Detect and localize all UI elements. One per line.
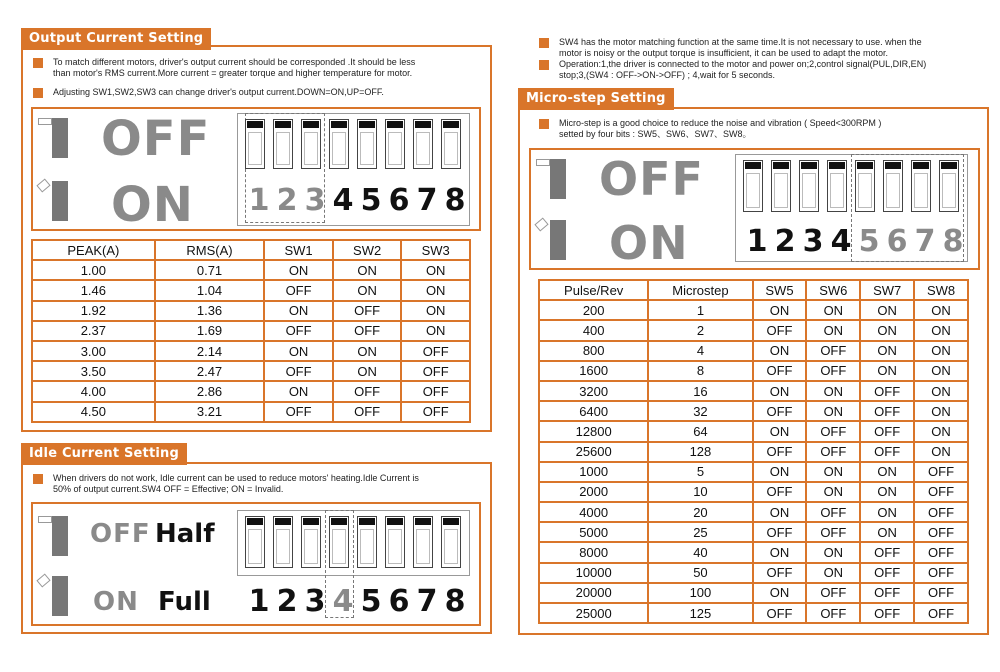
table-cell: ON xyxy=(914,341,968,361)
table-row xyxy=(32,280,470,300)
switch-off-icon xyxy=(536,155,576,203)
table-cell: OFF xyxy=(860,583,914,603)
table-row xyxy=(539,361,968,381)
table-row xyxy=(539,522,968,542)
table-cell: OFF xyxy=(753,320,807,340)
dip-number-5: 5 xyxy=(360,584,382,619)
column-header: SW2 xyxy=(333,240,402,260)
table-row xyxy=(539,421,968,441)
table-cell: 25000 xyxy=(539,603,648,623)
column-header: Pulse/Rev xyxy=(539,280,648,300)
table-cell: 5 xyxy=(648,462,752,482)
idle-dip-diagram xyxy=(31,502,481,626)
table-cell: OFF xyxy=(860,442,914,462)
table-cell: 200 xyxy=(539,300,648,320)
dip-number-7: 7 xyxy=(416,183,438,218)
micro-dip-diagram xyxy=(529,148,980,270)
table-row xyxy=(32,402,470,422)
table-row xyxy=(32,260,470,280)
dip-number-5: 5 xyxy=(360,183,382,218)
dip-number-5: 5 xyxy=(858,224,880,259)
table-cell: ON xyxy=(860,502,914,522)
off-label: OFF xyxy=(599,152,704,206)
column-header: SW1 xyxy=(264,240,333,260)
table-cell: 50 xyxy=(648,563,752,583)
dip-switch-2 xyxy=(273,119,293,169)
dip-number-8: 8 xyxy=(942,224,964,259)
switch-off-icon xyxy=(38,114,78,162)
dip-switch-3 xyxy=(799,160,819,212)
table-header-row xyxy=(32,240,470,260)
table-row xyxy=(539,542,968,562)
table-cell: 3.50 xyxy=(32,361,155,381)
dip-number-4: 4 xyxy=(332,584,354,619)
table-cell: OFF xyxy=(806,421,860,441)
table-cell: 1.00 xyxy=(32,260,155,280)
table-cell: 8 xyxy=(648,361,752,381)
on-label: ON xyxy=(609,216,689,270)
dip-number-6: 6 xyxy=(886,224,908,259)
output-dip-diagram xyxy=(31,107,481,231)
dip-switch-6 xyxy=(385,119,405,169)
table-cell: ON xyxy=(914,442,968,462)
table-cell: OFF xyxy=(914,462,968,482)
column-header: SW6 xyxy=(806,280,860,300)
table-cell: OFF xyxy=(914,563,968,583)
dip-switch-5 xyxy=(855,160,875,212)
table-cell: 16 xyxy=(648,381,752,401)
switch-on-icon xyxy=(536,218,576,266)
idle-current-title: Idle Current Setting xyxy=(21,443,187,465)
dip-switch-1 xyxy=(743,160,763,212)
dip-switch-8 xyxy=(441,119,461,169)
table-cell: ON xyxy=(914,361,968,381)
dip-switch-7 xyxy=(413,119,433,169)
table-cell: OFF xyxy=(914,502,968,522)
dip-switch-5 xyxy=(357,516,377,568)
table-cell: ON xyxy=(806,401,860,421)
table-cell: ON xyxy=(333,260,402,280)
table-cell: ON xyxy=(914,401,968,421)
table-cell: 0.71 xyxy=(155,260,265,280)
dip-number-4: 4 xyxy=(332,183,354,218)
off-label: OFF xyxy=(90,519,151,549)
dip-number-3: 3 xyxy=(304,584,326,619)
table-cell: OFF xyxy=(860,381,914,401)
dip-number-2: 2 xyxy=(276,584,298,619)
table-cell: OFF xyxy=(401,381,470,401)
dip-switch-4 xyxy=(329,516,349,568)
table-row xyxy=(539,563,968,583)
dip-switch-8 xyxy=(939,160,959,212)
table-cell: OFF xyxy=(264,321,333,341)
table-cell: 25600 xyxy=(539,442,648,462)
table-cell: OFF xyxy=(264,361,333,381)
dip-number-6: 6 xyxy=(388,584,410,619)
table-cell: 4 xyxy=(648,341,752,361)
dip-number-4: 4 xyxy=(830,224,852,259)
dip-switch-2 xyxy=(273,516,293,568)
table-cell: 1.36 xyxy=(155,301,265,321)
table-cell: 4000 xyxy=(539,502,648,522)
table-cell: OFF xyxy=(753,442,807,462)
table-cell: 2.37 xyxy=(32,321,155,341)
table-row xyxy=(539,502,968,522)
table-cell: OFF xyxy=(914,542,968,562)
dip-number-8: 8 xyxy=(444,584,466,619)
table-cell: 1.69 xyxy=(155,321,265,341)
table-cell: 1600 xyxy=(539,361,648,381)
dip-switch-7 xyxy=(413,516,433,568)
dip-switch-4 xyxy=(827,160,847,212)
table-row xyxy=(539,482,968,502)
dip-switch-1 xyxy=(245,119,265,169)
table-cell: 10 xyxy=(648,482,752,502)
output-note-1: To match different motors, driver's output current should be corresponded .It should be less than motor's RMS current.More current = greater torque and higher temperature for motor. xyxy=(33,57,415,79)
table-cell: 6400 xyxy=(539,401,648,421)
dip-number-8: 8 xyxy=(444,183,466,218)
column-header: SW7 xyxy=(860,280,914,300)
bullet-square-icon xyxy=(33,474,43,484)
table-row xyxy=(539,583,968,603)
bullet-square-icon xyxy=(539,60,549,70)
column-header: Microstep xyxy=(648,280,752,300)
dip-switch-2 xyxy=(771,160,791,212)
dip-number-6: 6 xyxy=(388,183,410,218)
table-cell: 1.46 xyxy=(32,280,155,300)
table-cell: ON xyxy=(753,381,807,401)
idle-note: When drivers do not work, Idle current can be used to reduce motors' heating.Idle Current is 50% of output current.SW4 OFF = Effective; ON = Invalid. xyxy=(33,473,419,495)
table-cell: OFF xyxy=(914,482,968,502)
dip-number-3: 3 xyxy=(802,224,824,259)
table-cell: ON xyxy=(806,300,860,320)
table-cell: ON xyxy=(806,482,860,502)
table-cell: OFF xyxy=(333,321,402,341)
table-cell: ON xyxy=(914,300,968,320)
table-cell: OFF xyxy=(914,522,968,542)
dip-switch-3 xyxy=(301,119,321,169)
table-cell: 20 xyxy=(648,502,752,522)
table-cell: ON xyxy=(753,421,807,441)
table-cell: ON xyxy=(264,381,333,401)
table-cell: ON xyxy=(753,542,807,562)
table-cell: OFF xyxy=(753,603,807,623)
table-cell: OFF xyxy=(806,603,860,623)
table-cell: ON xyxy=(860,320,914,340)
table-row xyxy=(32,381,470,401)
table-cell: ON xyxy=(401,321,470,341)
table-cell: 4.50 xyxy=(32,402,155,422)
table-cell: ON xyxy=(401,301,470,321)
table-cell: OFF xyxy=(401,402,470,422)
table-cell: 5000 xyxy=(539,522,648,542)
table-cell: 40 xyxy=(648,542,752,562)
bullet-square-icon xyxy=(539,38,549,48)
dip-numbers xyxy=(245,584,469,619)
table-cell: ON xyxy=(860,361,914,381)
table-cell: OFF xyxy=(914,583,968,603)
switch-on-icon xyxy=(38,574,78,622)
table-cell: OFF xyxy=(333,301,402,321)
dip-number-3: 3 xyxy=(304,183,326,218)
table-header-row xyxy=(539,280,968,300)
bullet-square-icon xyxy=(33,88,43,98)
micro-step-title: Micro-step Setting xyxy=(518,88,674,110)
table-cell: ON xyxy=(753,341,807,361)
table-cell: OFF xyxy=(860,563,914,583)
table-cell: ON xyxy=(401,280,470,300)
column-header: SW3 xyxy=(401,240,470,260)
table-row xyxy=(32,321,470,341)
table-cell: 100 xyxy=(648,583,752,603)
dip-numbers xyxy=(245,183,469,218)
output-current-table xyxy=(31,239,471,423)
on-label: ON xyxy=(111,177,194,233)
switch-on-icon xyxy=(38,179,78,227)
table-cell: 3.00 xyxy=(32,341,155,361)
table-row xyxy=(539,320,968,340)
table-row xyxy=(32,361,470,381)
column-header: RMS(A) xyxy=(155,240,265,260)
table-cell: OFF xyxy=(401,361,470,381)
table-cell: 4.00 xyxy=(32,381,155,401)
table-row xyxy=(539,462,968,482)
table-cell: ON xyxy=(401,260,470,280)
table-cell: 32 xyxy=(648,401,752,421)
table-cell: 10000 xyxy=(539,563,648,583)
table-cell: OFF xyxy=(860,542,914,562)
table-cell: OFF xyxy=(806,361,860,381)
table-cell: OFF xyxy=(753,361,807,381)
table-cell: ON xyxy=(806,381,860,401)
table-cell: OFF xyxy=(914,603,968,623)
micro-step-table xyxy=(538,279,969,624)
table-row xyxy=(539,442,968,462)
dip-numbers xyxy=(743,224,967,259)
table-row xyxy=(32,301,470,321)
table-row xyxy=(539,381,968,401)
dip-switch-5 xyxy=(357,119,377,169)
table-cell: OFF xyxy=(333,402,402,422)
table-cell: ON xyxy=(860,522,914,542)
table-cell: 2.14 xyxy=(155,341,265,361)
dip-number-1: 1 xyxy=(746,224,768,259)
operation-note: Operation:1,the driver is connected to the motor and power on;2,control signal(PUL,DIR,EN) stop;3,(SW4 : OFF->ON->OFF) ; 4,wait for 5 seconds. xyxy=(539,59,926,81)
switch-off-icon xyxy=(38,512,78,560)
dip-switch-4 xyxy=(329,119,349,169)
column-header: SW8 xyxy=(914,280,968,300)
table-cell: OFF xyxy=(333,381,402,401)
table-cell: ON xyxy=(806,563,860,583)
dip-switch-1 xyxy=(245,516,265,568)
off-label: OFF xyxy=(101,111,211,167)
half-label: Half xyxy=(155,519,215,549)
table-cell: OFF xyxy=(806,341,860,361)
dip-number-1: 1 xyxy=(248,584,270,619)
table-cell: OFF xyxy=(753,522,807,542)
output-note-2: Adjusting SW1,SW2,SW3 can change driver's output current.DOWN=ON,UP=OFF. xyxy=(33,87,384,98)
table-cell: 12800 xyxy=(539,421,648,441)
table-cell: ON xyxy=(753,300,807,320)
table-cell: ON xyxy=(860,482,914,502)
table-cell: 1.04 xyxy=(155,280,265,300)
table-cell: ON xyxy=(806,542,860,562)
table-row xyxy=(32,341,470,361)
table-cell: ON xyxy=(333,280,402,300)
output-current-title: Output Current Setting xyxy=(21,28,211,50)
table-cell: OFF xyxy=(806,442,860,462)
dip-number-7: 7 xyxy=(416,584,438,619)
table-cell: OFF xyxy=(264,402,333,422)
table-cell: 2.47 xyxy=(155,361,265,381)
table-cell: 128 xyxy=(648,442,752,462)
table-cell: ON xyxy=(806,320,860,340)
table-cell: ON xyxy=(860,462,914,482)
table-cell: OFF xyxy=(860,401,914,421)
table-cell: 3200 xyxy=(539,381,648,401)
dip-number-7: 7 xyxy=(914,224,936,259)
micro-step-note: Micro-step is a good choice to reduce the noise and vibration ( Speed<300RPM ) setted by four bits : SW5、SW6、SW7、SW8。 xyxy=(539,118,881,140)
table-cell: ON xyxy=(264,260,333,280)
sw4-note: SW4 has the motor matching function at the same time.It is not necessary to use. when the motor is noisy or the output torque is insufficient, it can be used to adapt the motor. xyxy=(539,37,922,59)
dip-switch-6 xyxy=(385,516,405,568)
full-label: Full xyxy=(158,587,211,617)
table-cell: 125 xyxy=(648,603,752,623)
dip-switch-8 xyxy=(441,516,461,568)
column-header: SW5 xyxy=(753,280,807,300)
table-cell: ON xyxy=(333,361,402,381)
table-row xyxy=(539,603,968,623)
dip-switch-7 xyxy=(911,160,931,212)
table-cell: 2 xyxy=(648,320,752,340)
table-cell: OFF xyxy=(401,341,470,361)
table-row xyxy=(539,401,968,421)
column-header: PEAK(A) xyxy=(32,240,155,260)
table-cell: ON xyxy=(914,320,968,340)
table-cell: 2.86 xyxy=(155,381,265,401)
bullet-square-icon xyxy=(539,119,549,129)
table-cell: ON xyxy=(264,341,333,361)
bullet-square-icon xyxy=(33,58,43,68)
table-cell: ON xyxy=(753,583,807,603)
table-cell: 64 xyxy=(648,421,752,441)
table-cell: 1.92 xyxy=(32,301,155,321)
dip-switch-3 xyxy=(301,516,321,568)
table-cell: ON xyxy=(860,300,914,320)
table-cell: 800 xyxy=(539,341,648,361)
on-label: ON xyxy=(93,587,139,617)
dip-switch-6 xyxy=(883,160,903,212)
table-row xyxy=(539,300,968,320)
table-cell: 8000 xyxy=(539,542,648,562)
table-cell: OFF xyxy=(806,583,860,603)
table-cell: OFF xyxy=(860,421,914,441)
table-cell: ON xyxy=(264,301,333,321)
table-cell: 3.21 xyxy=(155,402,265,422)
dip-number-2: 2 xyxy=(774,224,796,259)
table-cell: 400 xyxy=(539,320,648,340)
table-cell: ON xyxy=(333,341,402,361)
table-cell: OFF xyxy=(753,563,807,583)
table-cell: ON xyxy=(914,381,968,401)
table-row xyxy=(539,341,968,361)
table-cell: OFF xyxy=(860,603,914,623)
dip-number-1: 1 xyxy=(248,183,270,218)
table-cell: OFF xyxy=(264,280,333,300)
table-cell: ON xyxy=(806,462,860,482)
table-cell: ON xyxy=(860,341,914,361)
table-cell: OFF xyxy=(753,401,807,421)
table-cell: ON xyxy=(914,421,968,441)
table-cell: OFF xyxy=(806,522,860,542)
table-cell: 25 xyxy=(648,522,752,542)
table-cell: 1 xyxy=(648,300,752,320)
table-cell: OFF xyxy=(753,482,807,502)
table-cell: ON xyxy=(753,502,807,522)
table-cell: 20000 xyxy=(539,583,648,603)
dip-number-2: 2 xyxy=(276,183,298,218)
table-cell: ON xyxy=(753,462,807,482)
table-cell: 2000 xyxy=(539,482,648,502)
table-cell: 1000 xyxy=(539,462,648,482)
table-cell: OFF xyxy=(806,502,860,522)
